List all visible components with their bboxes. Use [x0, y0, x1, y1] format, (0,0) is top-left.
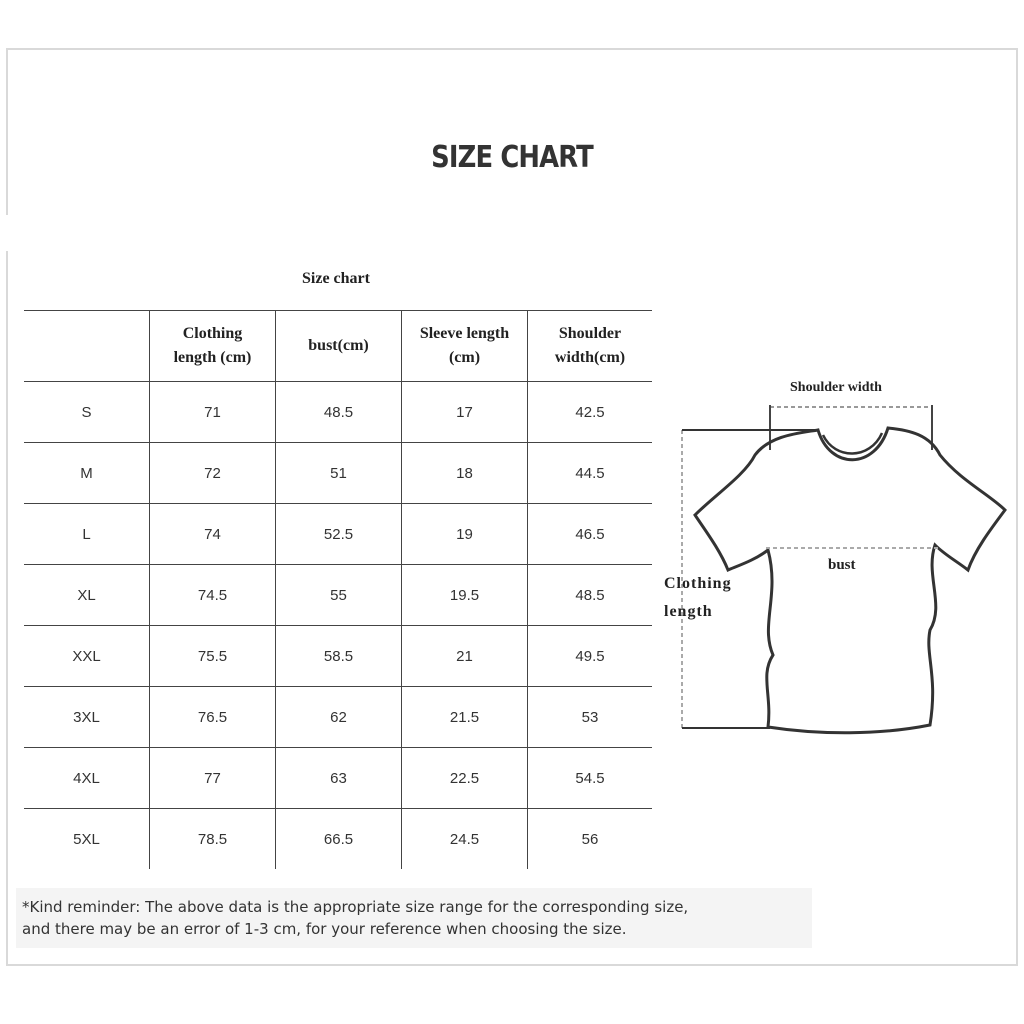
cell-shoulder-width: 44.5	[528, 443, 653, 504]
clothing-length-label-line1: Clothing	[664, 575, 732, 592]
table-row	[24, 687, 652, 748]
table-header-row	[24, 311, 652, 382]
cell-bust: 52.5	[276, 504, 402, 565]
cell-size: M	[24, 443, 150, 504]
cell-clothing-length: 74	[150, 504, 276, 565]
cell-size: 5XL	[24, 809, 150, 870]
cell-sleeve-length: 21.5	[402, 687, 528, 748]
cell-bust: 62	[276, 687, 402, 748]
size-table	[24, 310, 652, 869]
clothing-length-label-line2: length	[664, 603, 713, 620]
cell-bust: 51	[276, 443, 402, 504]
cell-clothing-length: 75.5	[150, 626, 276, 687]
cell-clothing-length: 74.5	[150, 565, 276, 626]
reminder-line-2: and there may be an error of 1-3 cm, for your reference when choosing the size.	[22, 920, 627, 938]
shoulder-width-label: Shoulder width	[790, 380, 882, 395]
table-row	[24, 382, 652, 443]
frame-gap	[0, 215, 14, 251]
table-row	[24, 504, 652, 565]
cell-sleeve-length: 19.5	[402, 565, 528, 626]
cell-shoulder-width: 53	[528, 687, 653, 748]
page-title: SIZE CHART	[431, 140, 593, 175]
cell-clothing-length: 76.5	[150, 687, 276, 748]
table-caption: Size chart	[302, 270, 370, 287]
cell-shoulder-width: 46.5	[528, 504, 653, 565]
cell-shoulder-width: 56	[581, 830, 599, 848]
cell-bust: 66.5	[276, 809, 402, 870]
cell-clothing-length: 77	[150, 748, 276, 809]
table-row	[24, 565, 652, 626]
cell-size: 3XL	[24, 687, 150, 748]
header-shoulder-width: Shoulder width(cm)	[528, 311, 653, 382]
cell-bust: 48.5	[276, 382, 402, 443]
cell-sleeve-length: 19	[402, 504, 528, 565]
reminder-line-1: *Kind reminder: The above data is the appropriate size range for the corresponding size,	[22, 898, 689, 916]
cell-bust: 58.5	[276, 626, 402, 687]
cell-sleeve-length: 17	[402, 382, 528, 443]
table-row	[24, 809, 652, 870]
table-row	[24, 626, 652, 687]
cell-size: XXL	[24, 626, 150, 687]
cell-size: L	[24, 504, 150, 565]
header-bust: bust(cm)	[276, 311, 402, 382]
cell-size: S	[24, 382, 150, 443]
header-sleeve-length: Sleeve length (cm)	[402, 311, 528, 382]
cell-bust: 63	[276, 748, 402, 809]
kind-reminder	[16, 888, 812, 948]
cell-sleeve-length: 21	[402, 626, 528, 687]
table-row	[24, 748, 652, 809]
table-row	[24, 443, 652, 504]
header-size	[24, 311, 150, 382]
bust-label: bust	[828, 557, 856, 573]
tshirt-outline	[695, 428, 1005, 733]
cell-clothing-length: 71	[150, 382, 276, 443]
cell-size: 4XL	[24, 748, 150, 809]
cell-shoulder-width: 49.5	[528, 626, 653, 687]
cell-shoulder-width: 54.5	[528, 748, 653, 809]
cell-size: XL	[24, 565, 150, 626]
cell-sleeve-length: 22.5	[402, 748, 528, 809]
cell-clothing-length: 78.5	[150, 809, 276, 870]
cell-clothing-length: 72	[150, 443, 276, 504]
header-clothing-length: Clothing length (cm)	[150, 311, 276, 382]
cell-sleeve-length: 18	[402, 443, 528, 504]
table-body	[24, 382, 652, 870]
cell-sleeve-length: 24.5	[402, 809, 528, 870]
tshirt-diagram	[660, 375, 1020, 745]
cell-shoulder-width: 48.5	[528, 565, 653, 626]
cell-bust: 55	[276, 565, 402, 626]
cell-shoulder-width: 42.5	[528, 382, 653, 443]
